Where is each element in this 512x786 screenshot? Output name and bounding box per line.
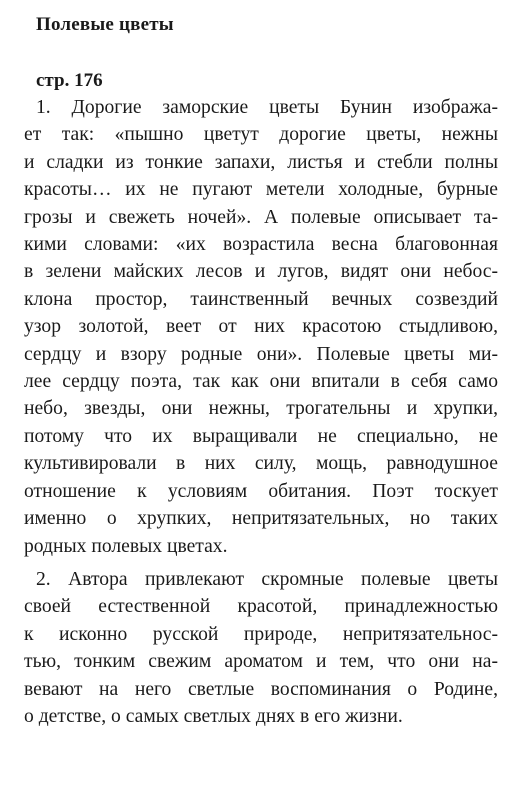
text-line: родных полевых цветах. [24, 535, 228, 557]
text-line: 1. Дорогие заморские цветы Бунин изобража- [36, 97, 498, 118]
text-line: своей естественной красотой, принадлежностью [24, 596, 498, 618]
text-line: небо, звезды, они нежны, трогательны и хрупки, [24, 398, 498, 420]
text-line: и сладки из тонкие запахи, листья и стебли полны [24, 151, 498, 173]
text-line: лее сердцу поэта, так как они впитали в себя само [24, 371, 498, 393]
text-line: грозы и свежеть ночей». А полевые описывает та- [24, 206, 498, 228]
text-line: сердцу и взору родные они». Полевые цветы ми- [24, 343, 498, 365]
text-line: кими словами: «их возрастила весна благовонная [24, 234, 498, 256]
text-line: отношение к условиям обитания. Поэт тоскует [24, 480, 498, 502]
text-line: культивировали в них силу, мощь, равнодушное [24, 453, 498, 475]
text-line: тью, тонким свежим ароматом и тем, что они на- [24, 651, 498, 673]
page-reference: стр. 176 [36, 70, 103, 91]
text-line: о детстве, о самых светлых днях в его жизни. [24, 705, 403, 727]
paragraph-2 [24, 566, 498, 730]
text-line: потому что их выращивали не специально, не [24, 425, 498, 447]
text-line: узор золотой, веет от них красотою стыдливою, [24, 316, 498, 338]
text-line: в зелени майских лесов и лугов, видят они небос- [24, 261, 498, 283]
text-line: к исконно русской природе, непритязательнос- [24, 623, 498, 645]
text-line: 2. Автора привлекают скромные полевые цветы [36, 568, 498, 590]
text-line: вевают на него светлые воспоминания о Родине, [24, 678, 498, 700]
section-title: Полевые цветы [36, 14, 174, 35]
text-line: именно о хрупких, непритязательных, но таких [24, 508, 498, 530]
paragraph-1 [24, 94, 498, 560]
text-line: клона простор, таинственный вечных созвездий [24, 288, 498, 310]
text-line: ет так: «пышно цветут дорогие цветы, нежны [24, 124, 498, 146]
text-line: красоты… их не пугают метели холодные, бурные [24, 179, 498, 201]
